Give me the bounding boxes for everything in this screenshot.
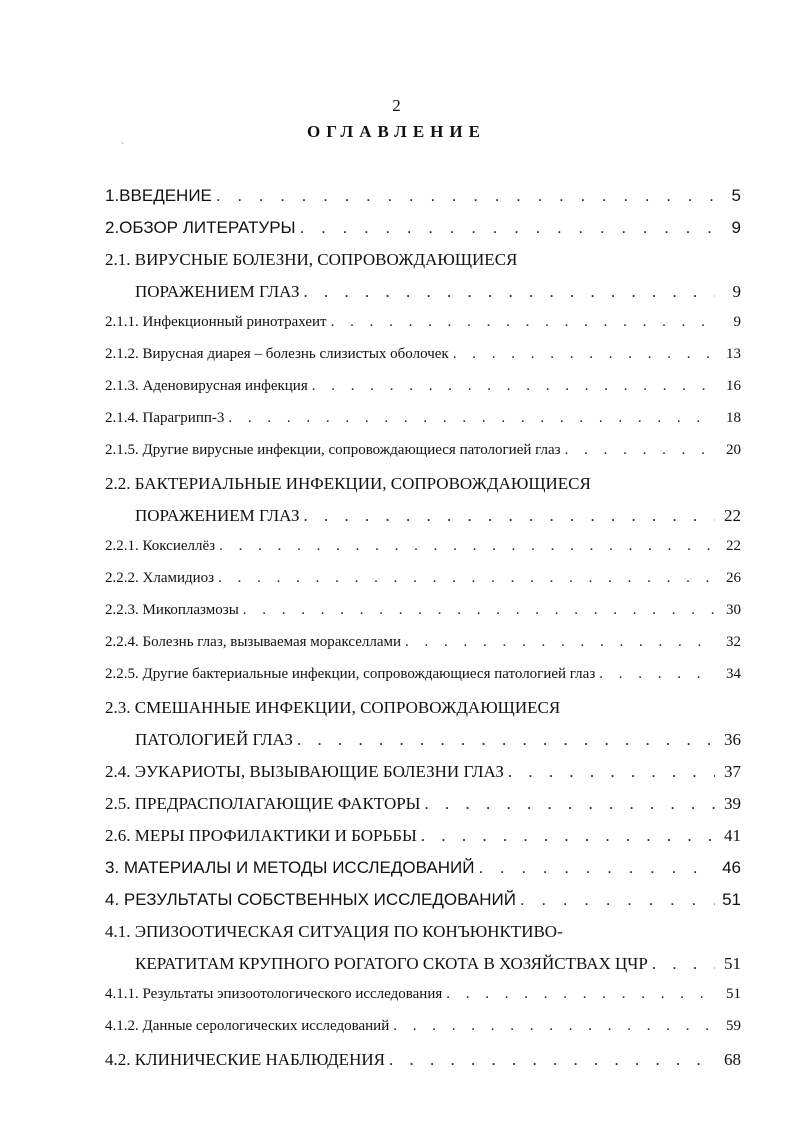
dot-leader [520, 890, 715, 910]
toc-entry[interactable] [105, 602, 741, 634]
toc-entry-page: 51 [724, 954, 741, 973]
toc-entry-page: 9 [733, 314, 741, 330]
dot-leader [312, 378, 715, 395]
dot-leader [243, 602, 715, 619]
toc-entry-page: 46 [722, 858, 741, 877]
toc-entry[interactable] [105, 1018, 741, 1050]
toc-entry-page: 59 [726, 1018, 741, 1034]
dot-leader [331, 314, 715, 331]
dot-leader [453, 346, 715, 363]
toc-entry-page: 32 [726, 634, 741, 650]
dot-leader [478, 858, 715, 878]
dot-leader [393, 1018, 715, 1035]
toc-entry-page: 39 [724, 794, 741, 813]
toc-entry-page: 13 [726, 346, 741, 362]
toc-entry[interactable] [105, 282, 741, 314]
toc-entry-label: 3. МАТЕРИАЛЫ И МЕТОДЫ ИССЛЕДОВАНИЙ [105, 858, 475, 877]
toc-entry[interactable] [105, 570, 741, 602]
toc-entry-label: 2.2.5. Другие бактериальные инфекции, сопровождающиеся патологией глаз [105, 666, 596, 682]
dot-leader [508, 762, 715, 782]
toc-entry-page: 18 [726, 410, 741, 426]
toc-entry[interactable] [105, 890, 741, 922]
toc-entry-page: 51 [726, 986, 741, 1002]
scan-mark: ` [121, 142, 125, 153]
toc-entry[interactable] [105, 506, 741, 538]
toc-entry[interactable] [105, 474, 741, 506]
toc-entry-label: 2.4. ЭУКАРИОТЫ, ВЫЗЫВАЮЩИЕ БОЛЕЗНИ ГЛАЗ [105, 762, 504, 781]
toc-entry[interactable] [105, 986, 741, 1018]
toc-entry-label: 1.ВВЕДЕНИЕ [105, 186, 212, 205]
page-number: 2 [392, 96, 401, 115]
toc-entry-label: 2.ОБЗОР ЛИТЕРАТУРЫ [105, 218, 296, 237]
toc-entry[interactable] [105, 858, 741, 890]
toc-entry-label: 2.1.5. Другие вирусные инфекции, сопровождающиеся патологией глаз [105, 442, 561, 458]
dot-leader [300, 218, 715, 238]
toc-entry-label: 2.2.1. Коксиеллёз [105, 538, 216, 554]
toc-entry-label: 2.1.4. Парагрипп-3 [105, 410, 225, 426]
toc-entry-label: 4. РЕЗУЛЬТАТЫ СОБСТВЕННЫХ ИССЛЕДОВАНИЙ [105, 890, 516, 909]
toc-entry[interactable] [105, 634, 741, 666]
toc-entry-page: 5 [731, 186, 741, 205]
dot-leader [228, 410, 715, 427]
toc-entry[interactable] [105, 410, 741, 442]
toc-entry-page: 68 [724, 1050, 741, 1069]
toc-entry-page: 26 [726, 570, 741, 586]
toc-entry[interactable] [105, 698, 741, 730]
toc-entry-label: 4.1.1. Результаты эпизоотологического исследования [105, 986, 443, 1002]
toc-entry-label: 4.2. КЛИНИЧЕСКИЕ НАБЛЮДЕНИЯ [105, 1050, 385, 1069]
toc-entry-label: 2.6. МЕРЫ ПРОФИЛАКТИКИ И БОРЬБЫ [105, 826, 417, 845]
dot-leader [303, 506, 715, 526]
toc-entry-page: 41 [724, 826, 741, 845]
toc-entry-label: 2.1.1. Инфекционный ринотрахеит [105, 314, 327, 330]
toc-entry-page: 9 [732, 282, 741, 301]
toc-entry[interactable] [105, 922, 741, 954]
toc-entry[interactable] [105, 954, 741, 986]
dot-leader [599, 666, 715, 683]
dot-leader [565, 442, 715, 459]
toc-entry-page: 37 [724, 762, 741, 781]
dot-leader [421, 826, 715, 846]
toc-entry-label: 2.2.4. Болезнь глаз, вызываемая моракселлами [105, 634, 402, 650]
dot-leader [218, 570, 715, 587]
toc-entry-label: 4.1. ЭПИЗООТИЧЕСКАЯ СИТУАЦИЯ ПО КОНЪЮНКТИВО- [105, 922, 563, 941]
toc-entry[interactable] [105, 730, 741, 762]
toc-entry-label: 2.1.2. Вирусная диарея – болезнь слизистых оболочек [105, 346, 449, 362]
toc-entry-label: 2.2.3. Микоплазмозы [105, 602, 239, 618]
toc-entry-page: 22 [724, 506, 741, 525]
toc-entry-label: КЕРАТИТАМ КРУПНОГО РОГАТОГО СКОТА В ХОЗЯЙСТВАХ ЦЧР [135, 954, 648, 973]
dot-leader [216, 186, 715, 206]
toc-entry-label: 2.2. БАКТЕРИАЛЬНЫЕ ИНФЕКЦИИ, СОПРОВОЖДАЮЩИЕСЯ [105, 474, 591, 493]
toc-entry-page: 36 [724, 730, 741, 749]
toc-entry[interactable] [105, 762, 741, 794]
toc-entry-page: 9 [731, 218, 741, 237]
toc-entry-page: 30 [726, 602, 741, 618]
toc-entry-label: 4.1.2. Данные серологических исследований [105, 1018, 390, 1034]
toc-entry[interactable] [105, 218, 741, 250]
toc-entry[interactable] [105, 826, 741, 858]
dot-leader [219, 538, 715, 555]
dot-leader [446, 986, 715, 1003]
toc-entry[interactable] [105, 794, 741, 826]
toc-entry-label: 2.2.2. Хламидиоз [105, 570, 215, 586]
dot-leader [389, 1050, 715, 1070]
dot-leader [303, 282, 715, 302]
toc-entry-label: ПАТОЛОГИЕЙ ГЛАЗ [135, 730, 293, 749]
toc-entry[interactable] [105, 538, 741, 570]
dot-leader [652, 954, 715, 974]
dot-leader [425, 794, 715, 814]
dot-leader [297, 730, 715, 750]
toc-entry-page: 16 [726, 378, 741, 394]
toc-entry[interactable] [105, 346, 741, 378]
toc-entry-page: 22 [726, 538, 741, 554]
toc-entry[interactable] [105, 666, 741, 698]
toc-entry[interactable] [105, 378, 741, 410]
toc-entry-page: 20 [726, 442, 741, 458]
toc-entry-page: 34 [726, 666, 741, 682]
toc-entry-label: 2.5. ПРЕДРАСПОЛАГАЮЩИЕ ФАКТОРЫ [105, 794, 421, 813]
toc-entry-label: 2.1.3. Аденовирусная инфекция [105, 378, 308, 394]
toc-entry-label: ПОРАЖЕНИЕМ ГЛАЗ [135, 506, 300, 525]
table-of-contents [105, 186, 741, 1082]
dot-leader [405, 634, 715, 651]
toc-entry-label: 2.3. СМЕШАННЫЕ ИНФЕКЦИИ, СОПРОВОЖДАЮЩИЕСЯ [105, 698, 561, 717]
page-title: ОГЛАВЛЕНИЕ [307, 122, 486, 141]
toc-entry-label: ПОРАЖЕНИЕМ ГЛАЗ [135, 282, 300, 301]
toc-entry-page: 51 [722, 890, 741, 909]
toc-entry[interactable] [105, 186, 741, 218]
toc-entry[interactable] [105, 250, 741, 282]
toc-entry[interactable] [105, 442, 741, 474]
toc-entry[interactable] [105, 1050, 741, 1082]
toc-entry-label: 2.1. ВИРУСНЫЕ БОЛЕЗНИ, СОПРОВОЖДАЮЩИЕСЯ [105, 250, 518, 269]
toc-entry[interactable] [105, 314, 741, 346]
